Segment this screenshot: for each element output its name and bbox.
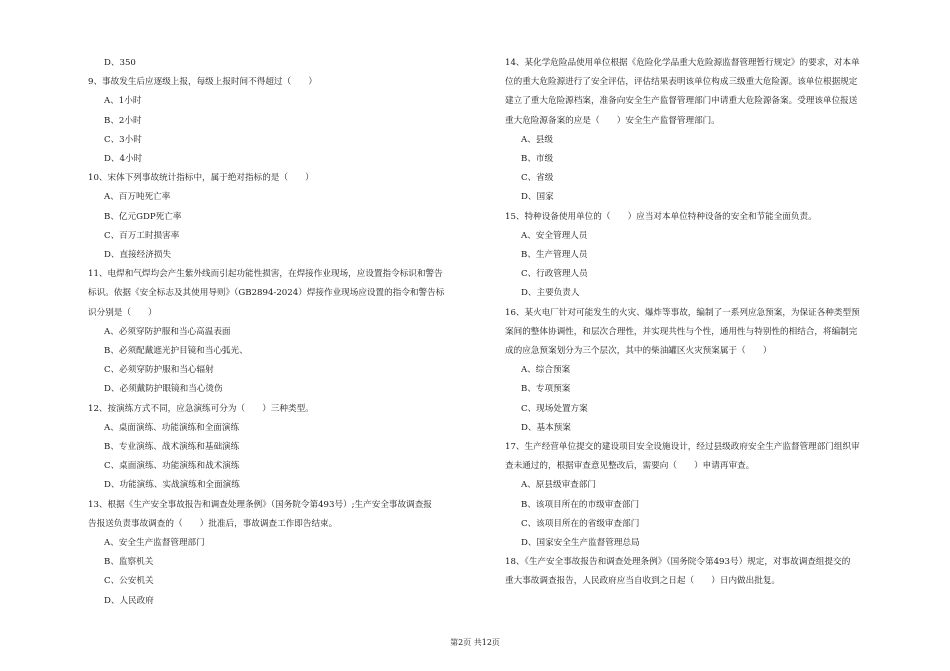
answer-option: B、2小时 xyxy=(104,115,142,126)
question-text: 告报送负责事故调查的（ ）批准后，事故调查工作即告结束。 xyxy=(88,518,338,529)
answer-option: D、基本预案 xyxy=(521,422,571,433)
answer-option: D、必须戴防护眼镜和当心烫伤 xyxy=(104,384,223,395)
answer-option: D、直接经济损失 xyxy=(104,250,172,261)
answer-option: C、3小时 xyxy=(104,134,142,145)
answer-option: D、4小时 xyxy=(104,154,143,165)
answer-option: B、该项目所在的市级审查部门 xyxy=(521,499,640,510)
answer-option: A、安全生产监督管理部门 xyxy=(104,538,205,549)
answer-option: C、桌面演练、功能演练和战术演练 xyxy=(104,461,240,472)
answer-option: A、桌面演练、功能演练和全面演练 xyxy=(104,422,240,433)
answer-option: D、功能演练、实战演练和全面演练 xyxy=(104,480,240,491)
answer-option: A、1小时 xyxy=(104,96,142,107)
answer-option: C、必须穿防护服和当心辐射 xyxy=(104,365,214,376)
question-text: 案间的整体协调性，和层次合理性，并实现共性与个性，通用性与特别性的相结合，将编制完 xyxy=(505,326,858,337)
answer-option: C、公安机关 xyxy=(104,576,154,587)
answer-option: A、县级 xyxy=(521,134,553,145)
question-text: 12、按演练方式不同，应急演练可分为（ ）三种类型。 xyxy=(88,403,314,414)
question-item xyxy=(88,169,466,265)
question-text: 13、根据《生产安全事故报告和调查处理条例》（国务院令第493号）;生产安全事故调查报 xyxy=(88,499,432,510)
answer-option: C、该项目所在的省级审查部门 xyxy=(521,518,640,529)
answer-option: D、主要负责人 xyxy=(521,288,580,299)
answer-option: B、监察机关 xyxy=(104,557,154,568)
question-text: 重大危险源备案的应是（ ）安全生产监督管理部门。 xyxy=(505,115,720,126)
answer-option: B、必须配戴遮光护目镜和当心弧光、 xyxy=(104,346,248,357)
question-text: 标识。依据《安全标志及其使用导则》（GB2894-2024）焊接作业现场应设置的指令和警告标 xyxy=(88,288,445,299)
question-text: 重大事故调查报告，人民政府应当自收到之日起（ ）日内做出批复。 xyxy=(505,576,781,587)
answer-option: C、现场处置方案 xyxy=(521,403,588,414)
answer-option: B、专业演练、战术演练和基础演练 xyxy=(104,442,240,453)
page-footer xyxy=(0,637,950,649)
question-item xyxy=(505,553,905,591)
answer-option: C、省级 xyxy=(521,173,554,184)
question-item xyxy=(505,54,905,208)
answer-option: C、百万工时损害率 xyxy=(104,230,180,241)
question-text: 识分别是（ ） xyxy=(88,307,157,318)
right-column xyxy=(505,54,905,592)
question-text: 建立了重大危险源档案，准备向安全生产监督管理部门申请重大危险源备案。受理该单位报送 xyxy=(505,96,858,107)
question-text: 16、某火电厂针对可能发生的火灾、爆炸等事故，编制了一系列应急预案，为保证各种类型预 xyxy=(505,307,860,318)
page-number: 第2页 共12页 xyxy=(450,638,500,647)
question-item xyxy=(88,400,466,496)
answer-option: A、综合预案 xyxy=(521,365,571,376)
answer-option: B、市级 xyxy=(521,154,554,165)
answer-option: B、生产管理人员 xyxy=(521,250,588,261)
answer-option: D、人民政府 xyxy=(104,595,154,606)
answer-option: A、安全管理人员 xyxy=(521,230,588,241)
answer-option: A、原县级审查部门 xyxy=(521,480,596,491)
question-text: 9、事故发生后应逐级上报，每级上报时间不得超过（ ） xyxy=(88,77,317,88)
question-text: 查未通过的，根据审查意见整改后，需要向（ ）申请再审查。 xyxy=(505,461,755,472)
question-item xyxy=(505,304,905,438)
question-item xyxy=(88,265,466,399)
answer-option: A、必须穿防护服和当心高温表面 xyxy=(104,326,231,337)
question-item xyxy=(88,73,466,169)
question-item xyxy=(88,54,466,73)
answer-option: C、行政管理人员 xyxy=(521,269,588,280)
question-text: 18、《生产安全事故报告和调查处理条例》（国务院令第493号）规定，对事故调查组提交的 xyxy=(505,557,851,568)
question-text: 14、某化学危险品使用单位根据《危险化学品重大危险源监督管理暂行规定》的要求，对本单 xyxy=(505,58,860,68)
question-item xyxy=(505,438,905,553)
question-text: 15、特种设备使用单位的（ ）应当对本单位特种设备的安全和节能全面负责。 xyxy=(505,211,817,222)
answer-option: B、专项预案 xyxy=(521,384,571,395)
question-text: 位的重大危险源进行了安全评估，评估结果表明该单位构成三级重大危险源。该单位根据规定 xyxy=(505,77,858,88)
answer-option: D、350 xyxy=(104,58,136,68)
answer-option: A、百万吨死亡率 xyxy=(104,192,171,203)
question-text: 17、生产经营单位提交的建设项目安全设施设计，经过县级政府安全生产监督管理部门组织审 xyxy=(505,442,860,453)
answer-option: B、亿元GDP死亡率 xyxy=(104,211,182,222)
answer-option: D、国家安全生产监督管理总局 xyxy=(521,538,640,549)
question-item xyxy=(505,208,905,304)
question-text: 成的应急预案划分为三个层次，其中的柴油罐区火灾预案属于（ ） xyxy=(505,346,772,357)
left-column xyxy=(88,54,466,611)
answer-option: D、国家 xyxy=(521,192,554,203)
question-item xyxy=(88,496,466,611)
question-text: 10、宋体下列事故统计指标中，属于绝对指标的是（ ） xyxy=(88,173,314,184)
question-text: 11、电焊和气焊均会产生紫外线而引起功能性损害，在焊接作业现场，应设置指令标识和警告 xyxy=(88,269,443,280)
